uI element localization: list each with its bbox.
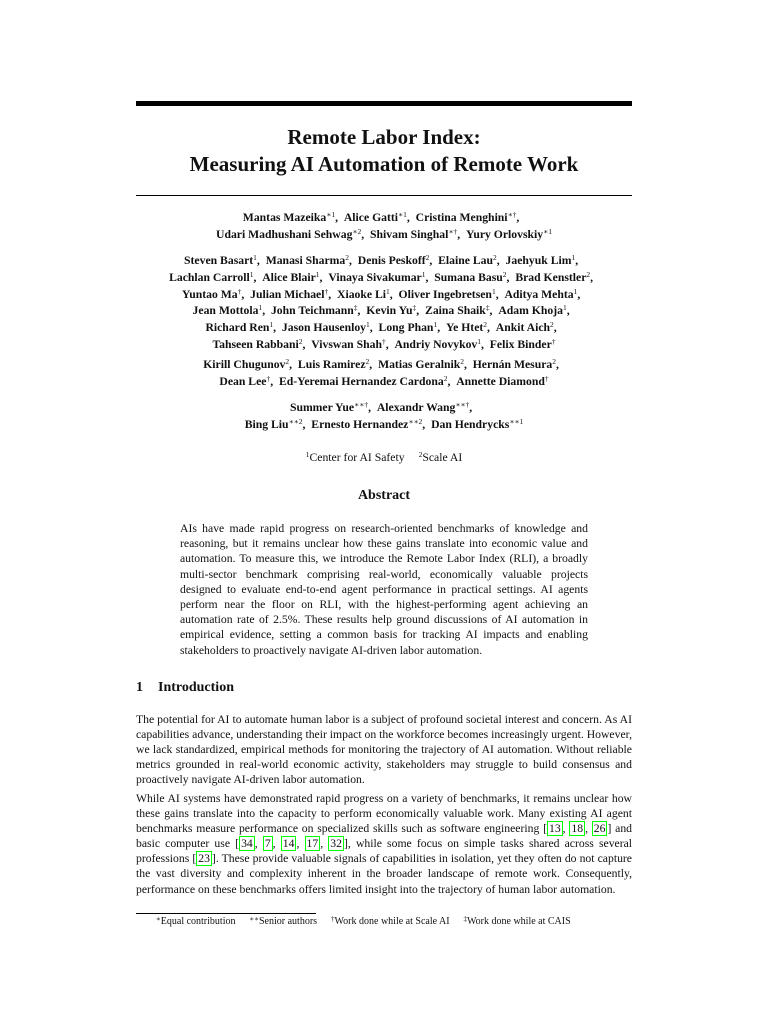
author-affiliation-mark: ∗2 [352,226,362,236]
author-affiliation-mark: ‡ [353,303,358,313]
author-name: Kirill Chugunov [203,358,286,371]
author-affiliation-mark: ∗1 [398,210,407,219]
author-name: Elaine Lau [438,254,494,267]
citation-link[interactable]: 14 [282,837,295,851]
author-name: Manasi Sharma [265,254,346,267]
author-affiliation-mark: ‡ [485,303,490,313]
footnote-item [156,916,235,927]
author-name: Ankit Aich [495,321,551,335]
author-group-2 [136,253,632,354]
author-affiliation-mark: ∗† [448,226,458,236]
affiliation-name: Center for AI Safety [309,451,405,464]
footnote-text: Senior authors [259,916,318,927]
author-line: Steven Basart$^1$, Manasi Sharma$^2$, Denis Peskoff$^2$, Elaine Lau$^2$, Jaehyuk Lim$^1$, [184,253,584,267]
citation-link[interactable]: 13 [548,822,561,836]
footnote-text: Work done while at CAIS [467,916,571,927]
author-line: Bing Liu$^{∗∗2}$, Ernesto Hernandez$^{∗∗2}$, Dan Hendrycks$^{∗∗1}$ [244,416,524,431]
author-name: Udari Madhushani Sehwag [216,227,353,241]
author-name: Julian Michael [250,287,325,301]
footnote-mark: ∗ [156,915,161,923]
author-affiliation-mark: ∗∗2 [288,416,303,426]
author-name: Brad Kenstler [515,270,587,284]
author-name: Dan Hendrycks [431,417,510,431]
footnote-text: Work done while at Scale AI [334,916,450,927]
author-affiliation-mark: 1 [573,286,578,296]
intro-paragraph-1: The potential for AI to automate human labor is a subject of profound societal interest and concern. As AI capabilities advance, understanding their impact on the workforce becomes increasingly urgent. However, we lack standardized, empirical methods for monitoring the trajectory of AI automation. Without reliable metrics grounded in real-world economic activity, stakeholders may struggle to build consensus and proactively navigate AI-driven labor automation. [136,713,632,787]
footnote-mark: ‡ [463,915,468,923]
section-heading [136,680,234,696]
paragraph-text: and basic computer use [136,822,633,851]
author-name: Zaina Shaik [425,304,486,318]
citation-group: [ 34 , 7 , 14 , 17 , 32 ] [235,837,348,851]
author-name: Yuntao Ma [181,287,238,301]
author-affiliation-mark: 1 [366,320,370,330]
author-name: John Teichmann [270,304,354,318]
citation-group: [ 13 , 18 , 26 ] [543,822,612,836]
author-affiliation-mark: 1 [491,286,496,296]
affiliation-name: Scale AI [422,451,463,464]
abstract-heading: Abstract [357,488,411,503]
top-rule [136,101,632,106]
author-name: Alice Gatti [343,211,399,224]
author-affiliation-mark: ∗1 [543,226,552,236]
author-name: Ernesto Hernandez [311,417,409,431]
author-affiliation-mark: ∗∗2 [408,416,423,426]
author-affiliation-mark: 1 [433,320,438,330]
author-affiliation-mark: † [381,336,386,346]
author-affiliation-mark: 2 [425,253,430,262]
author-line: Lachlan Carroll$^1$, Alice Blair$^1$, Vinaya Sivakumar$^1$, Sumana Basu$^2$, Brad Kenstler$^2$, [169,269,599,284]
author-affiliation-mark: 1 [477,336,482,346]
author-name: Jean Mottola [192,304,259,318]
affiliations [136,451,632,464]
author-name: Xiaoke Li [337,287,387,301]
footnote-item [331,916,450,927]
author-affiliation-mark: 1 [315,269,320,279]
author-affiliation-mark: 1 [571,253,576,262]
author-name: Andriy Novykov [394,337,478,351]
author-affiliation-mark: 2 [493,253,497,262]
author-group-4 [136,400,632,434]
author-name: Adam Khoja [498,304,563,318]
footnote-rule [136,913,316,914]
author-affiliation-mark: ∗∗† [354,400,369,409]
citation-link[interactable]: 32 [330,837,342,851]
author-affiliation-mark: 2 [345,253,349,262]
author-name: Tahseen Rabbani [212,337,299,351]
author-affiliation-mark: 1 [249,269,254,279]
author-affiliation-mark: 2 [365,357,370,366]
author-affiliation-mark: 1 [386,286,390,296]
author-name: Shivam Singhal [370,227,449,241]
author-affiliation-mark: 1 [253,253,257,262]
author-name: Oliver Ingebretsen [398,287,492,301]
author-affiliation-mark: 2 [460,357,464,366]
author-affiliation-mark: 2 [550,320,554,330]
author-name: Cristina Menghini [415,211,508,224]
author-affiliation-mark: ∗1 [326,210,336,219]
author-affiliation-mark: 2 [586,269,591,279]
paragraph-text: While AI systems have demonstrated rapid progress on a variety of benchmarks, it remains unclear how these gains translate into the capacity to perform economically valuable work. Many existing AI agent benchmarks measure performance on specialized skills such as software engineering [136,792,632,836]
citation-link[interactable]: 26 [593,822,606,836]
citation-link[interactable]: 17 [306,837,319,851]
footnote-item [249,916,317,927]
author-name: Dean Lee [219,374,267,388]
affiliation-mark: 2 [418,450,423,459]
author-affiliation-mark: † [324,286,329,296]
author-affiliation-mark: ‡ [412,303,417,313]
citation-link[interactable]: 7 [264,837,271,851]
author-name: Long Phan [378,321,434,335]
author-name: Luis Ramirez [297,358,366,371]
author-affiliation-mark: 2 [443,373,448,383]
citation-link[interactable]: 23 [198,852,210,866]
title-rule [136,195,632,196]
author-name: Hernán Mesura [472,358,553,371]
author-line: Jean Mottola$^1$, John Teichmann‡, Kevin Yu‡, Zaina Shaik‡, Adam Khoja$^1$, [192,303,576,318]
author-line: Mantas Mazeika$^{∗1}$, Alice Gatti$^{∗1}$, Cristina Menghini∗†, [242,210,526,224]
section-number: 1 [136,680,143,695]
author-affiliation-mark: 1 [421,269,426,279]
title-line-1: Remote Labor Index: [287,125,481,149]
author-name: Aditya Mehta [504,287,574,301]
author-affiliation-mark: † [544,373,549,383]
author-line: Dean Lee†, Ed-Yeremai Hernandez Cardona$^2$, Annette Diamond† [219,373,549,388]
author-name: Vivswan Shah [311,337,382,351]
footnotes [156,916,585,927]
author-affiliation-mark: 2 [285,357,290,366]
footnote-mark: ∗∗ [249,915,259,923]
author-affiliation-mark: ∗† [507,210,517,219]
author-affiliation-mark: † [266,373,271,383]
author-affiliation-mark: 1 [269,320,274,330]
author-affiliation-mark: 1 [562,303,567,313]
author-line: Summer Yue∗∗†, Alexandr Wang∗∗†, [289,400,479,414]
title-line-2: Measuring AI Automation of Remote Work [189,152,579,176]
footnote-mark: † [331,915,335,923]
author-line: Yuntao Ma†, Julian Michael†, Xiaoke Li$^1$, Oliver Ingebretsen$^1$, Aditya Mehta$^1$, [181,286,587,301]
author-line: Tahseen Rabbani$^2$, Vivswan Shah†, Andriy Novykov$^1$, Felix Binder† [212,336,556,351]
affiliation-mark: 1 [305,450,310,459]
author-name: Richard Ren [205,321,270,335]
author-name: Sumana Basu [434,270,503,284]
citation-link[interactable]: 18 [571,822,584,836]
footnote-text: Equal contribution [160,916,236,927]
author-affiliation-mark: 2 [483,320,488,330]
author-name: Alexandr Wang [376,401,456,414]
author-line: Kirill Chugunov$^2$, Luis Ramirez$^2$, Matias Geralnik$^2$, Hernán Mesura$^2$, [203,357,565,371]
author-affiliation-mark: † [237,286,242,296]
author-affiliation-mark: † [551,336,556,346]
author-name: Matias Geralnik [378,358,461,371]
author-affiliation-mark: 1 [258,303,263,313]
author-name: Bing Liu [244,417,289,431]
author-name: Felix Binder [489,337,552,351]
author-name: Denis Peskoff [357,254,426,267]
author-group-1 [136,210,632,244]
author-name: Jason Hausenloy [281,321,367,335]
author-affiliation-mark: ∗∗† [455,400,470,409]
paragraph-text: , while some focus on simple tasks shared across several professions [136,837,633,866]
author-name: Yury Orlovskiy [465,227,544,241]
author-name: Ye Htet [445,321,484,335]
author-line: Udari Madhushani Sehwag$^{∗2}$, Shivam Singhal∗†, Yury Orlovskiy$^{∗1}$ [216,226,552,241]
author-name: Summer Yue [289,401,355,414]
author-group-3 [136,357,632,391]
section-title: Introduction [158,680,234,695]
author-affiliation-mark: 2 [552,357,556,366]
intro-paragraph-2 [136,791,632,897]
author-name: Mantas Mazeika [242,211,327,224]
author-line: Richard Ren$^1$, Jason Hausenloy$^1$, Long Phan$^1$, Ye Htet$^2$, Ankit Aich$^2$, [205,320,563,335]
author-name: Ed-Yeremai Hernandez Cardona [278,374,444,388]
citation-link[interactable]: 34 [241,837,253,851]
paragraph-text: . These provide valuable signals of capabilities in isolation, yet they often do not capture the vast diversity and complexity inherent in the broader landscape of remote work. Consequently, performance on these benchmarks offers limited insight into the trajectory of human labor automation. [136,852,632,896]
author-name: Steven Basart [184,254,254,267]
author-name: Alice Blair [262,270,316,284]
footnote-item [464,916,571,927]
author-name: Jaehyuk Lim [505,254,572,267]
author-name: Lachlan Carroll [169,270,250,284]
paper-title [136,124,632,178]
citation-group: [ 23 ] [192,852,216,866]
author-affiliation-mark: ∗∗1 [509,416,524,426]
author-name: Annette Diamond [456,374,545,388]
author-affiliation-mark: 2 [298,336,303,346]
author-affiliation-mark: 2 [502,269,507,279]
author-name: Vinaya Sivakumar [328,270,422,284]
abstract-text: AIs have made rapid progress on research-oriented benchmarks of knowledge and reasoning, but it remains unclear how these gains translate into economic value and automation. To measure this, we introduce the Remote Labor Index (RLI), a broadly multi-sector benchmark comprising real-world, economically valuable projects designed to evaluate end-to-end agent performance in practical settings. AI agents perform near the floor on RLI, with the highest-performing agent achieving an automation rate of 2.5%. These results help ground discussions of AI automation in empirical evidence, setting a common basis for tracking AI impacts and enabling stakeholders to proactively navigate AI-driven labor automation. [180,522,588,657]
author-name: Kevin Yu [366,304,413,318]
